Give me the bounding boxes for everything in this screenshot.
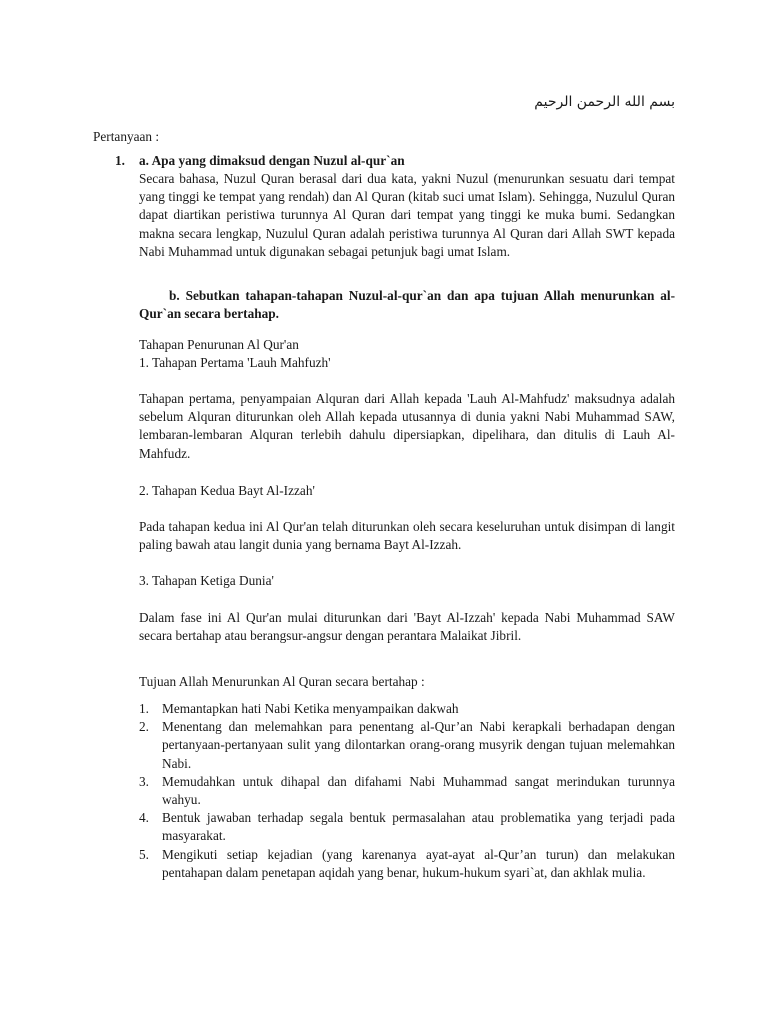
list-item-number: 2. [139, 719, 149, 735]
list-item-text: Mengikuti setiap kejadian (yang karenanya ayat-ayat al-Qur’an turun) dan melakukan pentahapan dalam penetapan aqidah yang benar, hukum-hukum syari`at, dan akhlak mulia. [162, 846, 675, 880]
list-item-text: Menentang dan melemahkan para penentang al-Qur’an Nabi kerapkali berhadapan dengan pertanyaan-pertanyaan sulit yang dilontarkan orang-orang musyrik dengan tujuan melemahkan Nabi. [162, 719, 675, 771]
question-number: 1. [115, 153, 125, 168]
tahapan-heading: Tahapan Penurunan Al Qur'an [139, 337, 299, 352]
basmala-heading: بسم الله الرحمن الرحيم [534, 94, 675, 110]
step-2-text: Pada tahapan kedua ini Al Qur'an telah diturunkan oleh secara keseluruhan untuk disimpan di langit paling bawah atau langit dunia yang bernama Bayt Al-Izzah. [139, 519, 675, 553]
step-1-title: 1. Tahapan Pertama 'Lauh Mahfuzh' [139, 355, 331, 370]
list-item [139, 718, 675, 773]
list-item-text: Memudahkan untuk dihapal dan difahami Nabi Muhammad sangat merindukan turunnya wahyu. [162, 773, 675, 808]
question-a-title: a. Apa yang dimaksud dengan Nuzul al-qur`an [139, 153, 405, 168]
list-item [139, 700, 675, 718]
list-item [139, 846, 675, 882]
list-item-number: 4. [139, 810, 149, 826]
list-item-text: Bentuk jawaban terhadap segala bentuk permasalahan atau problematika yang terjadi pada masyarakat. [162, 810, 675, 844]
question-a-answer: Secara bahasa, Nuzul Quran berasal dari dua kata, yakni Nuzul (menurunkan sesuatu dari tempat yang tinggi ke tempat yang rendah) dan Al Quran (kitab suci umat Islam). Sehingga, Nuzulul Quran dapat diartikan peristiwa turunnya Al Quran dari tempat yang tinggi ke muka bumi. Sedangkan makna secara lengkap, Nuzulul Quran adalah peristiwa turunnya Al Quran dari Allah SWT kepada Nabi Muhammad untuk digunakan sebagai petunjuk bagi umat Islam. [139, 171, 675, 259]
list-item-text: Memantapkan hati Nabi Ketika menyampaikan dakwah [162, 701, 459, 716]
question-b-title: b. Sebutkan tahapan-tahapan Nuzul-al-qur`an dan apa tujuan Allah menurunkan al-Qur`an secara bertahap. [139, 288, 675, 322]
step-3-text: Dalam fase ini Al Qur'an mulai diturunkan dari 'Bayt Al-Izzah' kepada Nabi Muhammad SAW secara bertahap atau berangsur-angsur dengan perantara Malaikat Jibril. [139, 610, 675, 644]
tujuan-list [139, 700, 675, 882]
list-item-number: 5. [139, 846, 149, 862]
questions-label: Pertanyaan : [93, 129, 160, 144]
list-item-number: 1. [139, 701, 149, 716]
step-1-text: Tahapan pertama, penyampaian Alquran dari Allah kepada 'Lauh Al-Mahfudz' maksudnya adalah sebelum Alquran diturunkan oleh Allah kepada utusannya di dunia yakni Nabi Muhammad SAW, lembaran-lembaran Alquran terlebih dahulu dipersiapkan, dipelihara, dan ditulis di Lauh Al-Mahfudz. [139, 391, 675, 461]
list-item [139, 809, 675, 845]
step-2-title: 2. Tahapan Kedua Bayt Al-Izzah' [139, 483, 315, 498]
list-item-number: 3. [139, 773, 149, 789]
tujuan-heading: Tujuan Allah Menurunkan Al Quran secara bertahap : [139, 674, 425, 689]
step-3-title: 3. Tahapan Ketiga Dunia' [139, 573, 274, 588]
list-item [139, 773, 675, 809]
